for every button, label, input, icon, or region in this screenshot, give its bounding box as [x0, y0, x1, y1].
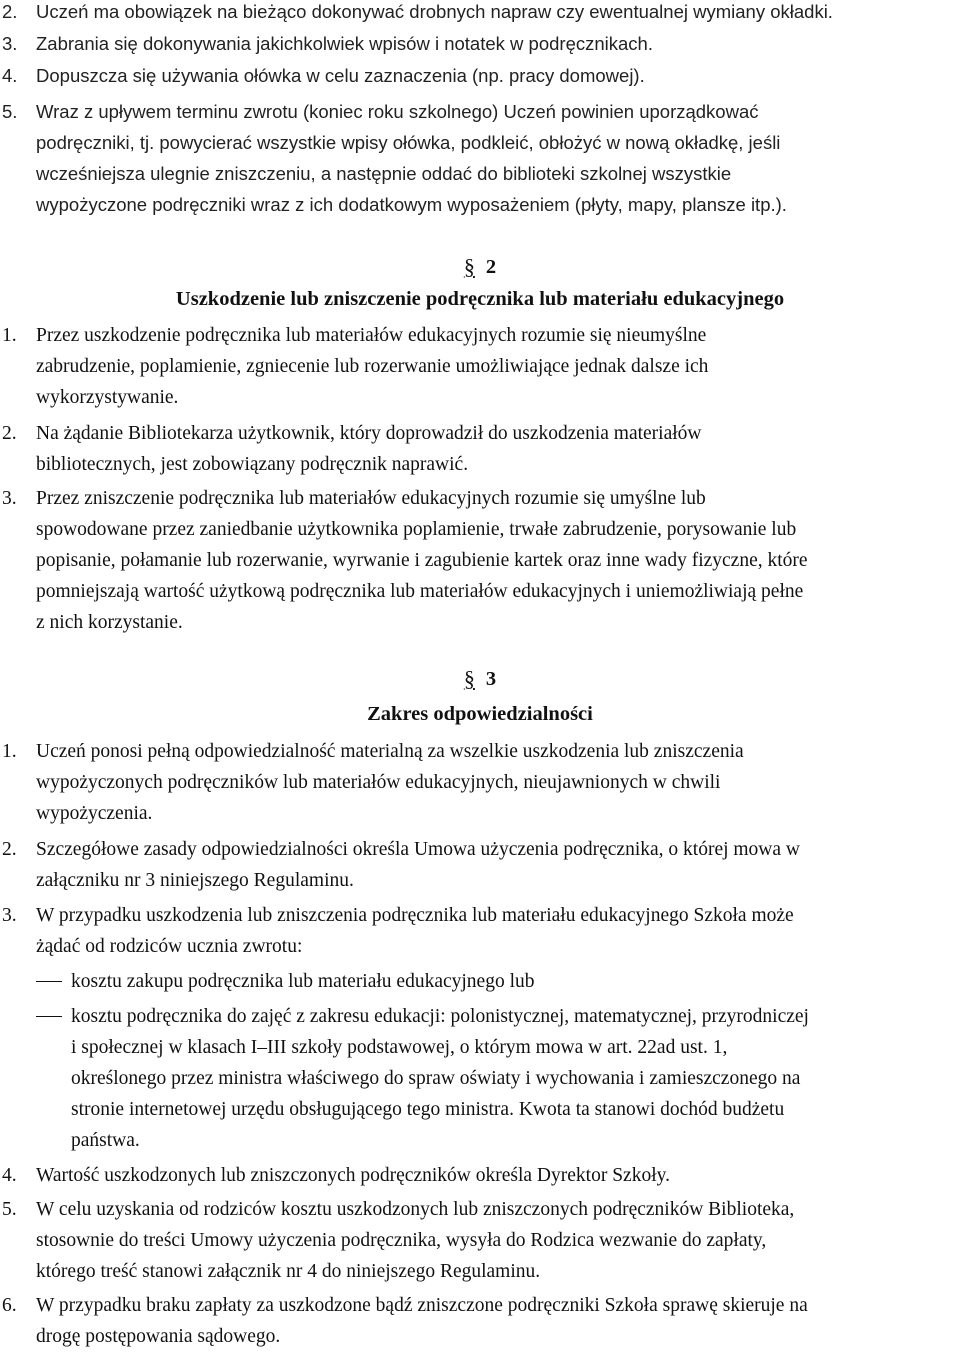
item-text: Uczeń ponosi pełną odpowiedzialność materialną za wszelkie uszkodzenia lub zniszczenia	[36, 741, 744, 762]
item-text: z nich korzystanie.	[36, 612, 183, 633]
item-number: 5.	[2, 1199, 17, 1220]
item-text: wcześniejsza ulegnie zniszczeniu, a następnie oddać do biblioteki szkolnej wszystkie	[36, 163, 732, 184]
item-text: państwa.	[71, 1130, 140, 1151]
item-text: podręczniki, tj. powycierać wszystkie wpisy ołówka, podkleić, obłożyć w nową okładkę, jeśli	[36, 132, 781, 153]
section-title: Zakres odpowiedzialności	[367, 703, 593, 725]
item-text: Przez zniszczenie podręcznika lub materiałów edukacyjnych rozumie się umyślne lub	[36, 488, 706, 509]
item-text: wypożyczenia.	[36, 803, 153, 824]
item-number: 2.	[2, 1, 18, 22]
item-number: 4.	[2, 1165, 17, 1186]
item-text: którego treść stanowi załącznik nr 4 do niniejszego Regulaminu.	[36, 1261, 541, 1282]
item-number: 2.	[2, 839, 17, 860]
item-text: i społecznej w klasach I–III szkoły podstawowej, o którym mowa w art. 22ad ust. 1,	[71, 1037, 728, 1058]
item-text: bibliotecznych, jest zobowiązany podręcznik naprawić.	[36, 454, 469, 475]
item-text: Dopuszcza się używania ołówka w celu zaznaczenia (np. pracy domowej).	[36, 65, 645, 86]
item-text: wykorzystywanie.	[36, 387, 179, 408]
item-number: 2.	[2, 423, 17, 444]
item-text: wypożyczonych podręczników lub materiałów edukacyjnych, nieujawnionych w chwili	[36, 772, 721, 793]
item-text: Na żądanie Bibliotekarza użytkownik, który doprowadził do uszkodzenia materiałów	[36, 423, 702, 444]
item-number: 1.	[2, 325, 17, 346]
item-text: popisanie, połamanie lub rozerwanie, wyrwanie i zagubienie kartek oraz inne wady fizyczne, które	[36, 550, 808, 571]
item-text: stosownie do treści Umowy użyczenia podręcznika, wysyła do Rodzica wezwanie do zapłaty,	[36, 1230, 767, 1251]
item-text: Wraz z upływem terminu zwrotu (koniec roku szkolnego) Uczeń powinien uporządkować	[36, 101, 759, 122]
item-text: określonego przez ministra właściwego do spraw oświaty i wychowania i zamieszczonego na	[71, 1068, 801, 1089]
section-number: § 2	[0, 252, 960, 282]
item-text: żądać od rodziców ucznia zwrotu:	[36, 936, 303, 957]
section-title: Uszkodzenie lub zniszczenie podręcznika lub materiału edukacyjnego	[175, 288, 785, 310]
item-text: załączniku nr 3 niniejszego Regulaminu.	[36, 870, 354, 891]
dash-bullet-icon	[36, 981, 62, 982]
paragraph-sign-icon: §	[463, 254, 475, 279]
item-text: Przez uszkodzenie podręcznika lub materiałów edukacyjnych rozumie się nieumyślne	[36, 325, 707, 346]
item-text: Wartość uszkodzonych lub zniszczonych podręczników określa Dyrektor Szkoły.	[36, 1165, 670, 1186]
item-text: Uczeń ma obowiązek na bieżąco dokonywać drobnych napraw czy ewentualnej wymiany okładki.	[36, 1, 833, 22]
paragraph-sign-icon: §	[463, 666, 475, 691]
item-number: 3.	[2, 488, 17, 509]
item-text: stronie internetowej urzędu obsługującego tego ministra. Kwota ta stanowi dochód budżetu	[71, 1099, 785, 1120]
item-text: kosztu podręcznika do zajęć z zakresu edukacji: polonistycznej, matematycznej, przyrodniczej	[71, 1006, 809, 1027]
dash-bullet-icon	[36, 1016, 62, 1017]
item-text: spowodowane przez zaniedbanie użytkownika poplamienie, trwałe zabrudzenie, porysowanie lub	[36, 519, 797, 540]
item-number: 1.	[2, 741, 17, 762]
item-number: 6.	[2, 1295, 17, 1316]
item-text: drogę postępowania sądowego.	[36, 1326, 281, 1347]
item-text: zabrudzenie, poplamienie, zgniecenie lub rozerwanie umożliwiające jednak dalsze ich	[36, 356, 709, 377]
item-text: Szczegółowe zasady odpowiedzialności określa Umowa użyczenia podręcznika, o której mowa w	[36, 839, 801, 860]
item-text: Zabrania się dokonywania jakichkolwiek wpisów i notatek w podręcznikach.	[36, 33, 653, 54]
section-number: § 3	[0, 664, 960, 694]
item-text: W przypadku uszkodzenia lub zniszczenia podręcznika lub materiału edukacyjnego Szkoła może	[36, 905, 794, 926]
item-number: 5.	[2, 101, 18, 122]
item-text: pomniejszają wartość użytkową podręcznika lub materiałów edukacyjnych i uniemożliwiają pełne	[36, 581, 804, 602]
item-number: 3.	[2, 905, 17, 926]
item-number: 3.	[2, 33, 18, 54]
item-text: kosztu zakupu podręcznika lub materiału edukacyjnego lub	[71, 971, 535, 992]
item-text: W celu uzyskania od rodziców kosztu uszkodzonych lub zniszczonych podręczników Biblioteka,	[36, 1199, 795, 1220]
item-text: wypożyczone podręczniki wraz z ich dodatkowym wyposażeniem (płyty, mapy, plansze itp.).	[36, 194, 787, 215]
item-number: 4.	[2, 65, 18, 86]
item-text: W przypadku braku zapłaty za uszkodzone bądź zniszczone podręczniki Szkoła sprawę skieruje na	[36, 1295, 808, 1316]
